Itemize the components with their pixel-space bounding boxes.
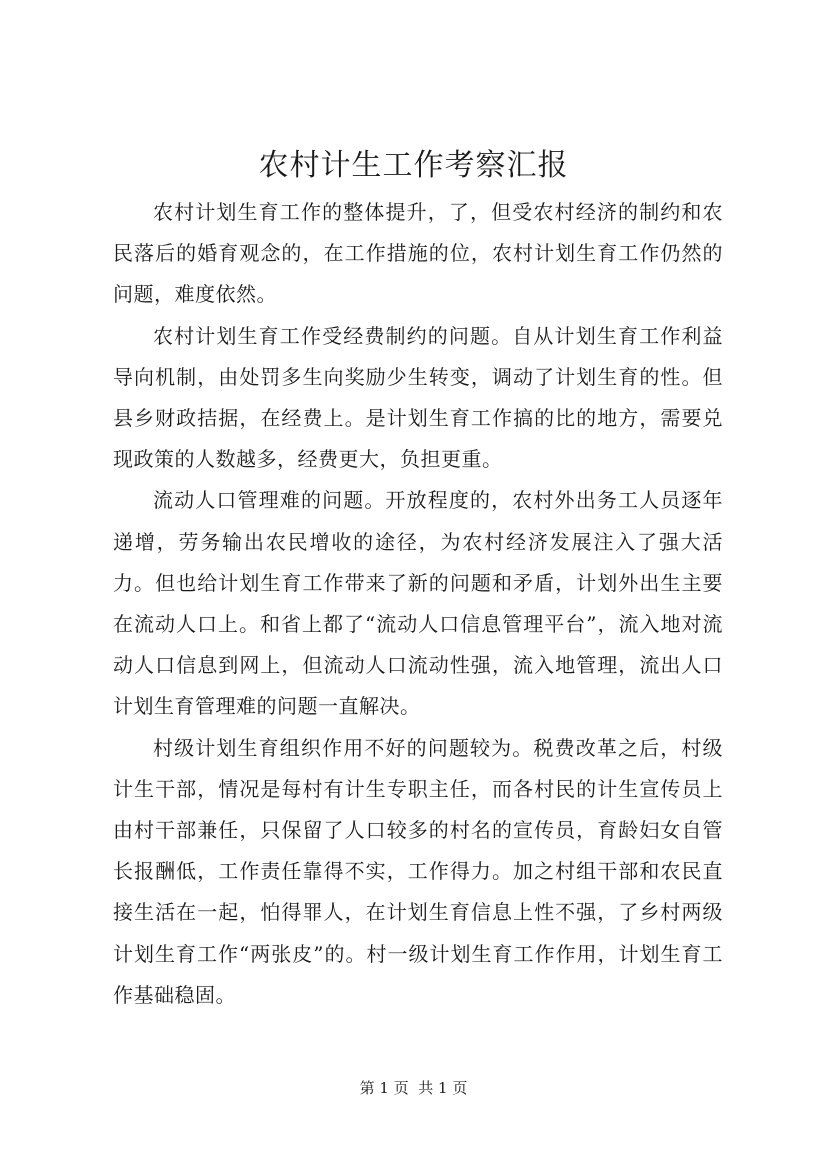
paragraph-funding-issue: 农村计划生育工作受经费制约的问题。自从计划生育工作利益导向机制，由处罚多生向奖励少生转变，调动了计划生育的性。但县乡财政拮据，在经费上。是计划生育工作搞的比的地方，需要兑现政策的人数越多，经费更大，负担更重。	[113, 323, 723, 472]
paragraph-overview: 农村计划生育工作的整体提升，了，但受农村经济的制约和农民落后的婚育观念的，在工作措施的位，农村计划生育工作仍然的问题，难度依然。	[113, 200, 723, 307]
paragraph-floating-population-issue: 流动人口管理难的问题。开放程度的，农村外出务工人员逐年递增，劳务输出农民增收的途径，为农村经济发展注入了强大活力。但也给计划生育工作带来了新的问题和矛盾，计划外出生主要在流动人口上。和省上都了“流动人口信息管理平台”，流入地对流动人口信息到网上，但流动人口流动性强，流入地管理，流出人口计划生育管理难的问题一直解决。	[113, 488, 723, 719]
page-footer: 第 1 页 共 1 页	[359, 1079, 468, 1097]
document-title: 农村计生工作考察汇报	[258, 148, 569, 183]
document-body	[113, 192, 723, 1016]
paragraph-village-organization-issue: 村级计划生育组织作用不好的问题较为。税费改革之后，村级计生干部，情况是每村有计生专职主任，而各村民的计生宣传员上由村干部兼任，只保留了人口较多的村名的宣传员，育龄妇女自管长报酬低，工作责任靠得不实，工作得力。加之村组干部和农民直接生活在一起，怕得罪人，在计划生育信息上性不强，了乡村两级计划生育工作“两张皮”的。村一级计划生育工作作用，计划生育工作基础稳固。	[113, 735, 723, 1007]
